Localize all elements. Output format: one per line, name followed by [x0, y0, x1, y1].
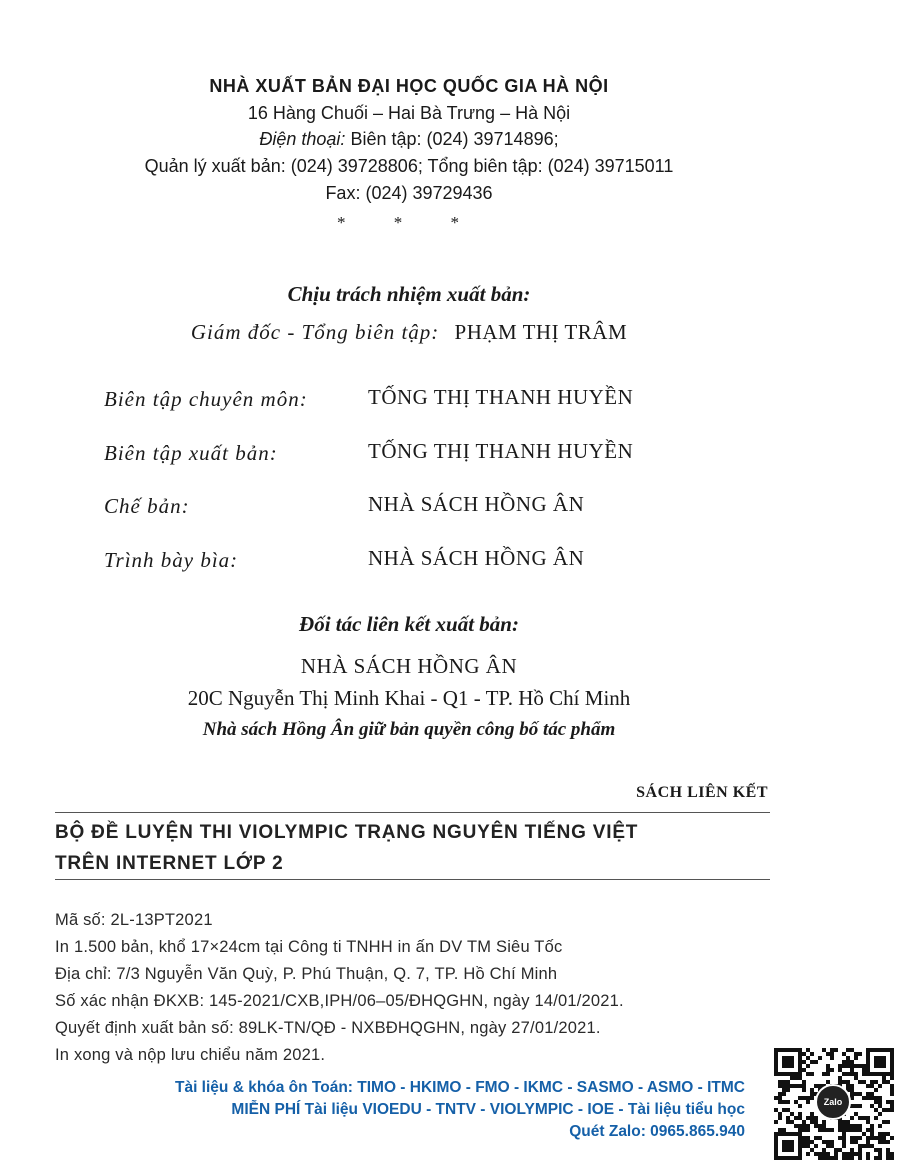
info-print-run: In 1.500 bản, khổ 17×24cm tại Công ti TNHH in ấn DV TM Siêu Tốc	[55, 938, 563, 956]
book-title-line1: BỘ ĐỀ LUYỆN THI VIOLYMPIC TRẠNG NGUYÊN TIẾNG VIỆT	[55, 822, 639, 843]
partner-name: NHÀ SÁCH HỒNG ÂN	[300, 654, 518, 678]
info-deposit: In xong và nộp lưu chiểu năm 2021.	[55, 1046, 326, 1064]
title-top-rule	[55, 812, 770, 813]
footer-line1: Tài liệu & khóa ôn Toán: TIMO - HKIMO - FMO - IKMC - SASMO - ASMO - ITMC	[174, 1079, 745, 1096]
qr-code-icon[interactable]	[774, 1048, 896, 1160]
director-line	[0, 320, 818, 345]
separator-stars: * * *	[337, 213, 481, 232]
management-line: Quản lý xuất bản: (024) 39728806; Tổng biên tập: (024) 39715011	[144, 156, 674, 176]
info-registration: Số xác nhận ĐKXB: 145-2021/CXB,IPH/06–05/ĐHQGHN, ngày 14/01/2021.	[55, 992, 624, 1010]
info-decision: Quyết định xuất bản số: 89LK-TN/QĐ - NXBĐHQGHN, ngày 27/01/2021.	[55, 1019, 601, 1037]
row-value-typesetting: NHÀ SÁCH HỒNG ÂN	[368, 492, 585, 516]
partner-heading: Đối tác liên kết xuất bản:	[299, 612, 519, 636]
row-value-editor-specialist: TỐNG THỊ THANH HUYỀN	[368, 385, 634, 409]
publisher-name: NHÀ XUẤT BẢN ĐẠI HỌC QUỐC GIA HÀ NỘI	[209, 76, 609, 96]
footer-line2: MIỄN PHÍ Tài liệu VIOEDU - TNTV - VIOLYMPIC - IOE - Tài liệu tiểu học	[231, 1101, 745, 1118]
partner-copyright: Nhà sách Hồng Ân giữ bản quyền công bố tác phẩm	[202, 719, 616, 740]
director-label: Giám đốc - Tổng biên tập:	[190, 320, 440, 344]
footer-zalo-line: Quét Zalo: 0965.865.940	[569, 1123, 745, 1140]
phone-text: Biên tập: (024) 39714896;	[345, 129, 559, 149]
row-label-editor-publishing: Biên tập xuất bản:	[104, 441, 278, 465]
book-title-line2: TRÊN INTERNET LỚP 2	[55, 853, 284, 874]
title-bottom-rule	[55, 879, 770, 880]
publisher-fax: Fax: (024) 39729436	[325, 183, 493, 203]
row-value-cover-design: NHÀ SÁCH HỒNG ÂN	[368, 546, 585, 570]
publisher-phone	[0, 129, 818, 150]
director-name: PHẠM THỊ TRÂM	[454, 320, 628, 344]
phone-label: Điện thoại:	[259, 129, 346, 149]
row-value-editor-publishing: TỐNG THỊ THANH HUYỀN	[368, 439, 634, 463]
zalo-badge: Zalo	[815, 1084, 851, 1120]
row-label-cover-design: Trình bày bìa:	[104, 548, 239, 572]
book-category: SÁCH LIÊN KẾT	[636, 784, 768, 801]
responsibility-heading: Chịu trách nhiệm xuất bản:	[287, 282, 531, 306]
publisher-address: 16 Hàng Chuối – Hai Bà Trưng – Hà Nội	[247, 103, 571, 123]
info-code: Mã số: 2L-13PT2021	[55, 911, 213, 929]
row-label-typesetting: Chế bản:	[104, 494, 190, 518]
partner-address: 20C Nguyễn Thị Minh Khai - Q1 - TP. Hồ Chí Minh	[187, 686, 631, 710]
row-label-editor-specialist: Biên tập chuyên môn:	[104, 387, 308, 411]
info-address: Địa chỉ: 7/3 Nguyễn Văn Quỳ, P. Phú Thuận, Q. 7, TP. Hồ Chí Minh	[55, 965, 558, 983]
